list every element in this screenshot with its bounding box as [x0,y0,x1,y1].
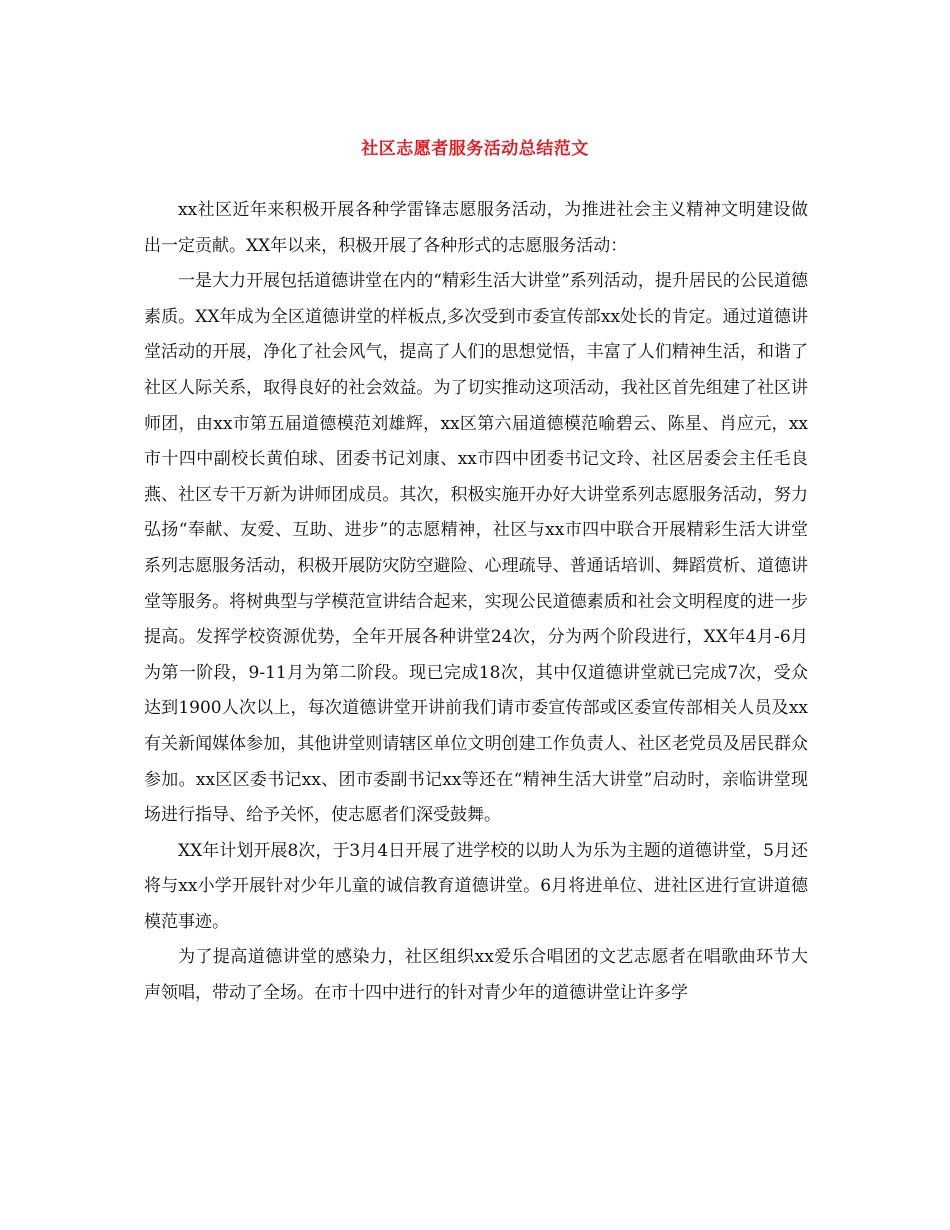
document-body [144,193,808,1012]
paragraph-choir: 为了提高道德讲堂的感染力，社区组织xx爱乐合唱团的文艺志愿者在唱歌曲环节大声领唱，带动了全场。在市十四中进行的针对青少年的道德讲堂让许多学 [144,947,808,1004]
paragraph-plan: XX年计划开展8次，于3月4日开展了进学校的以助人为乐为主题的道德讲堂，5月还将与xx小学开展针对少年儿童的诚信教育道德讲堂。6月将进单位、进社区进行宣讲道德模范事迹。 [144,840,808,932]
paragraph-intro: xx社区近年来积极开展各种学雷锋志愿服务活动，为推进社会主义精神文明建设做出一定贡献。XX年以来，积极开展了各种形式的志愿服务活动： [144,200,808,256]
paragraph-moral-lecture: 一是大力开展包括道德讲堂在内的“精彩生活大讲堂”系列活动，提升居民的公民道德素质。XX年成为全区道德讲堂的样板点,多次受到市委宣传部xx处长的肯定。通过道德讲堂活动的开展，净化了社会风气，提高了人们的思想觉悟，丰富了人们精神生活，和谐了社区人际关系，取得良好的社会效益。为了切实推动这项活动，我社区首先组建了社区讲师团，由xx市第五届道德模范刘雄辉，xx区第六届道德模范喻碧云、陈星、肖应元，xx市十四中副校长黄伯球、团委书记刘康、xx市四中团委书记文玲、社区居委会主任毛良燕、社区专干万新为讲师团成员。其次，积极实施开办好大讲堂系列志愿服务活动，努力弘扬“奉献、友爱、互助、进步”的志愿精神，社区与xx市四中联合开展精彩生活大讲堂系列志愿服务活动，积极开展防灾防空避险、心理疏导、普通话培训、舞蹈赏析、道德讲堂等服务。将树典型与学模范宣讲结合起来，实现公民道德素质和社会文明程度的进一步提高。发挥学校资源优势，全年开展各种讲堂24次，分为两个阶段进行，XX年4月-6月为第一阶段，9-11月为第二阶段。现已完成18次，其中仅道德讲堂就已完成7次，受众达到1900人次以上，每次道德讲堂开讲前我们请市委宣传部或区委宣传部相关人员及xx有关新闻媒体参加，其他讲堂则请辖区单位文明创建工作负责人、社区老党员及居民群众参加。xx区区委书记xx、团市委副书记xx等还在“精神生活大讲堂”启动时，亲临讲堂现场进行指导、给予关怀，使志愿者们深受鼓舞。 [144,271,808,826]
document-title: 社区志愿者服务活动总结范文 [361,139,589,160]
